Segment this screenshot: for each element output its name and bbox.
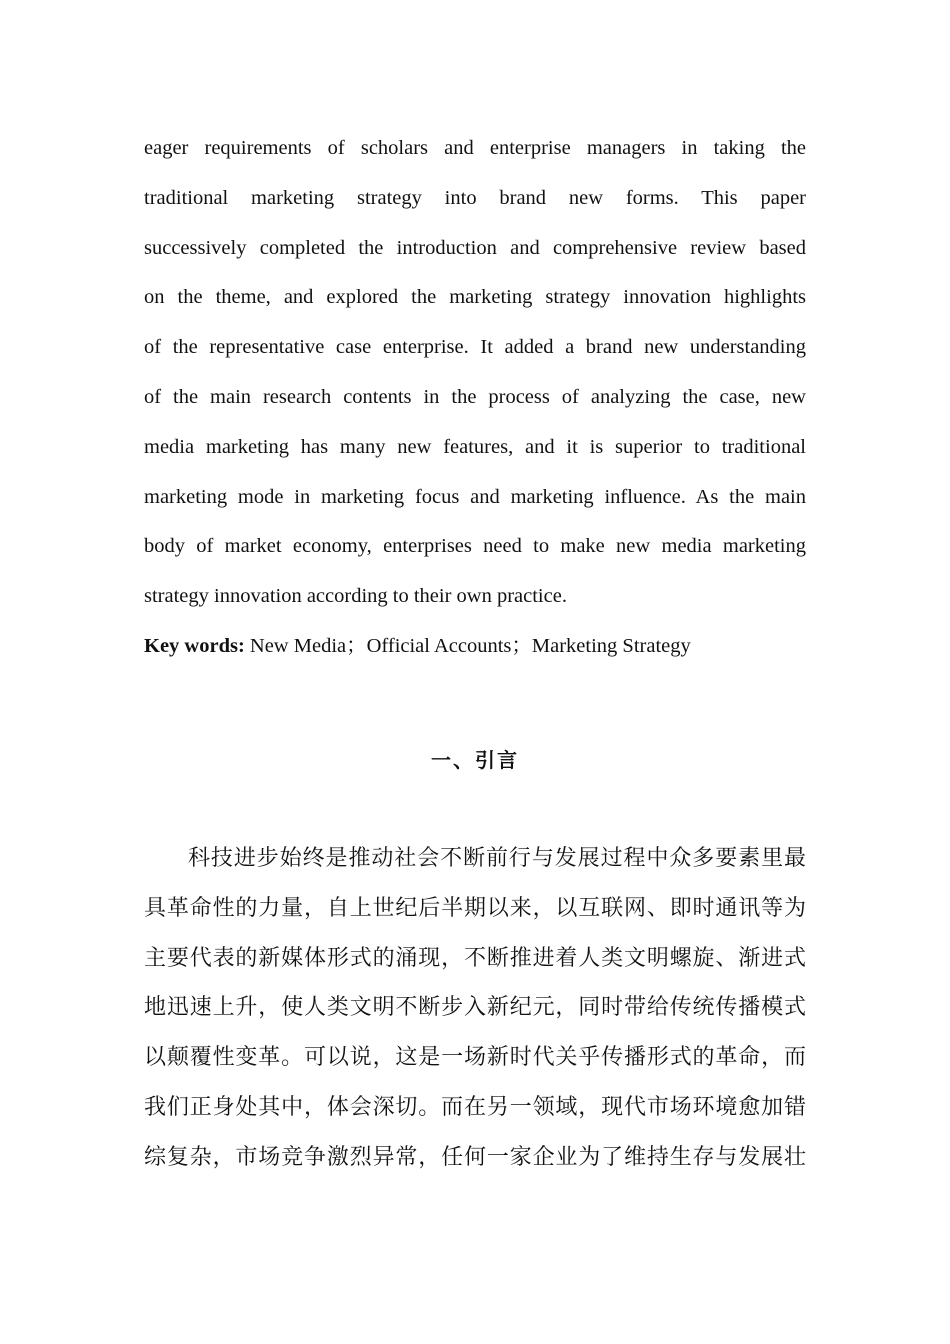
keywords-line (144, 622, 806, 672)
keywords-value: New Media；Official Accounts；Marketing Strategy (244, 634, 691, 657)
body-line: 主要代表的新媒体形式的涌现，不断推进着人类文明螺旋、渐进式 (144, 945, 806, 971)
abstract-paragraph (144, 124, 806, 622)
abstract-line: of the representative case enterprise. It added a brand new understanding (144, 336, 806, 359)
keywords-label: Key words: (144, 634, 245, 657)
abstract-line: eager requirements of scholars and enterprise managers in taking the (144, 137, 806, 159)
abstract-line: traditional marketing strategy into brand new forms. This paper (144, 186, 806, 209)
body-line: 科技进步始终是推动社会不断前行与发展过程中众多要素里最 (188, 846, 806, 871)
section-heading: 一、引言 (431, 748, 519, 772)
abstract-line: media marketing has many new features, and it is superior to traditional (144, 435, 806, 458)
body-line: 具革命性的力量，自上世纪后半期以来，以互联网、即时通讯等为 (144, 895, 806, 921)
body-line: 综复杂，市场竞争激烈异常，任何一家企业为了维持生存与发展壮 (144, 1144, 806, 1170)
body-line: 地迅速上升，使人类文明不断步入新纪元，同时带给传统传播模式 (144, 995, 806, 1021)
abstract-line: of the main research contents in the process of analyzing the case, new (144, 385, 806, 408)
body-line: 以颠覆性变革。可以说，这是一场新时代关乎传播形式的革命，而 (144, 1045, 806, 1071)
abstract-line: body of market economy, enterprises need to make new media marketing (144, 535, 806, 558)
abstract-line: successively completed the introduction and comprehensive review based (144, 236, 806, 259)
introduction-paragraph (144, 834, 806, 1183)
abstract-line: on the theme, and explored the marketing strategy innovation highlights (144, 286, 806, 309)
abstract-line: strategy innovation according to their own practice. (144, 585, 567, 608)
body-line: 我们正身处其中，体会深切。而在另一领域，现代市场环境愈加错 (144, 1094, 806, 1120)
abstract-line: marketing mode in marketing focus and marketing influence. As the main (144, 485, 806, 508)
document-page (144, 124, 806, 1170)
